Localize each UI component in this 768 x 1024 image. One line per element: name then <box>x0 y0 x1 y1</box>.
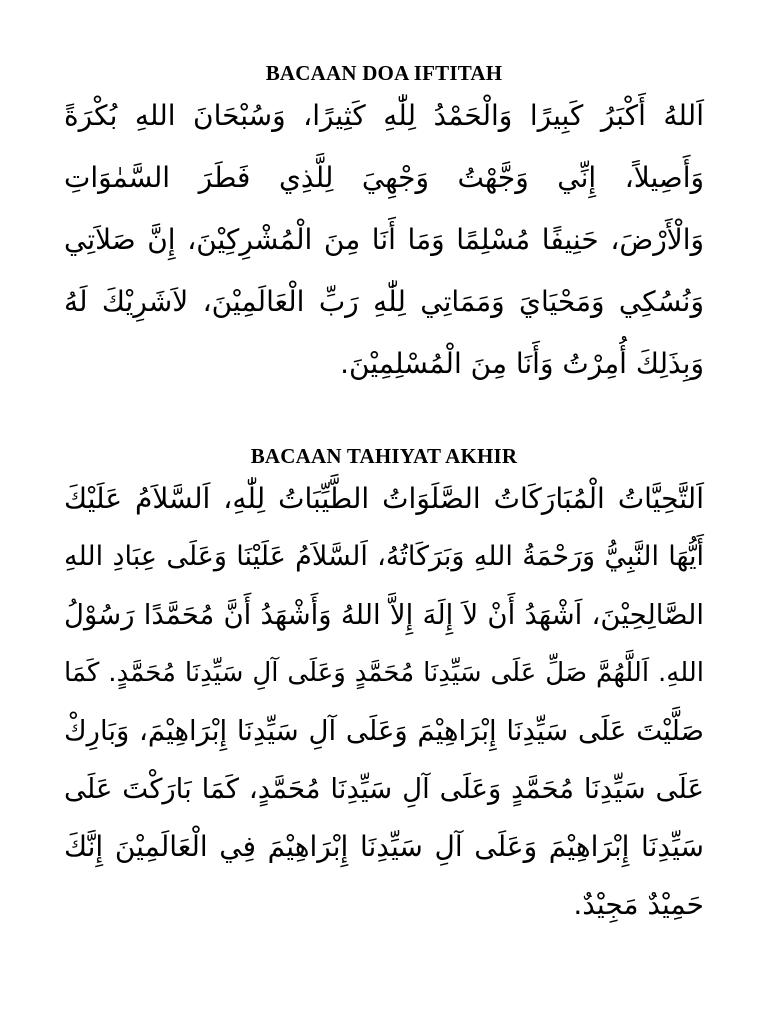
tahiyat-line: اللهِ. اَللَّهُمَّ صَلِّ عَلَى سَيِّدِنَا مُحَمَّدٍ وَعَلَى آلِ سَيِّدِنَا مُحَمَّدٍ. كَمَا <box>64 658 704 688</box>
tahiyat-akhir-text <box>64 470 704 934</box>
iftitah-line: وَبِذَلِكَ أُمِرْتُ وَأَنَا مِنَ الْمُسْلِمِيْنَ. <box>340 347 704 380</box>
tahiyat-line: الصَّالِحِيْنَ، اَشْهَدُ أَنْ لاَ إِلَهَ إِلاَّ اللهُ وَأَشْهَدُ أَنَّ مُحَمَّدًا رَسُوْلُ <box>64 599 704 631</box>
tahiyat-line: صَلَّيْتَ عَلَى سَيِّدِنَا إِبْرَاهِيْمَ وَعَلَى آلِ سَيِّدِنَا إِبْرَاهِيْمَ، وَبَارِكْ <box>64 715 704 747</box>
section-title-tahiyat-akhir: BACAAN TAHIYAT AKHIR <box>250 444 518 468</box>
tahiyat-line: حَمِيْدٌ مَجِيْدٌ. <box>573 888 704 921</box>
doa-iftitah-text <box>64 85 704 395</box>
section-title-doa-iftitah: BACAAN DOA IFTITAH <box>265 61 503 85</box>
iftitah-line: وَنُسُكِي وَمَحْيَايَ وَمَمَاتِي لِلّٰهِ رَبِّ الْعَالَمِيْنَ، لاَشَرِيْكَ لَهُ <box>64 285 704 318</box>
iftitah-line: وَأَصِيلاً، إِنِّي وَجَّهْتُ وَجْهِيَ لِلَّذِي فَطَرَ السَّمٰوَاتِ <box>64 161 704 194</box>
tahiyat-line: سَيِّدِنَا إِبْرَاهِيْمَ وَعَلَى آلِ سَيِّدِنَا إِبْرَاهِيْمَ فِي الْعَالَمِيْنَ إِنَّكَ <box>64 830 704 863</box>
tahiyat-line: اَلتَّحِيَّاتُ الْمُبَارَكَاتُ الصَّلَوَاتُ الطَّيِّبَاتُ لِلّٰهِ، اَلسَّلاَمُ عَلَيْكَ <box>64 482 704 515</box>
tahiyat-line: أَيُّهَا النَّبِيُّ وَرَحْمَةُ اللهِ وَبَرَكَاتُهُ، اَلسَّلاَمُ عَلَيْنَا وَعَلَى عِبَادِ اللهِ <box>64 541 704 572</box>
iftitah-line: وَالْأَرْضَ، حَنِيفًا مُسْلِمًا وَمَا أَنَا مِنَ الْمُشْرِكِيْنَ، إِنَّ صَلاَتِي <box>64 223 704 256</box>
iftitah-line: اَللهُ أَكْبَرُ كَبِيرًا وَالْحَمْدُ لِلّٰهِ كَثِيرًا، وَسُبْحَانَ اللهِ بُكْرَةً <box>64 99 704 132</box>
tahiyat-line: عَلَى سَيِّدِنَا مُحَمَّدٍ وَعَلَى آلِ سَيِّدِنَا مُحَمَّدٍ، كَمَا بَارَكْتَ عَلَى <box>64 773 704 805</box>
